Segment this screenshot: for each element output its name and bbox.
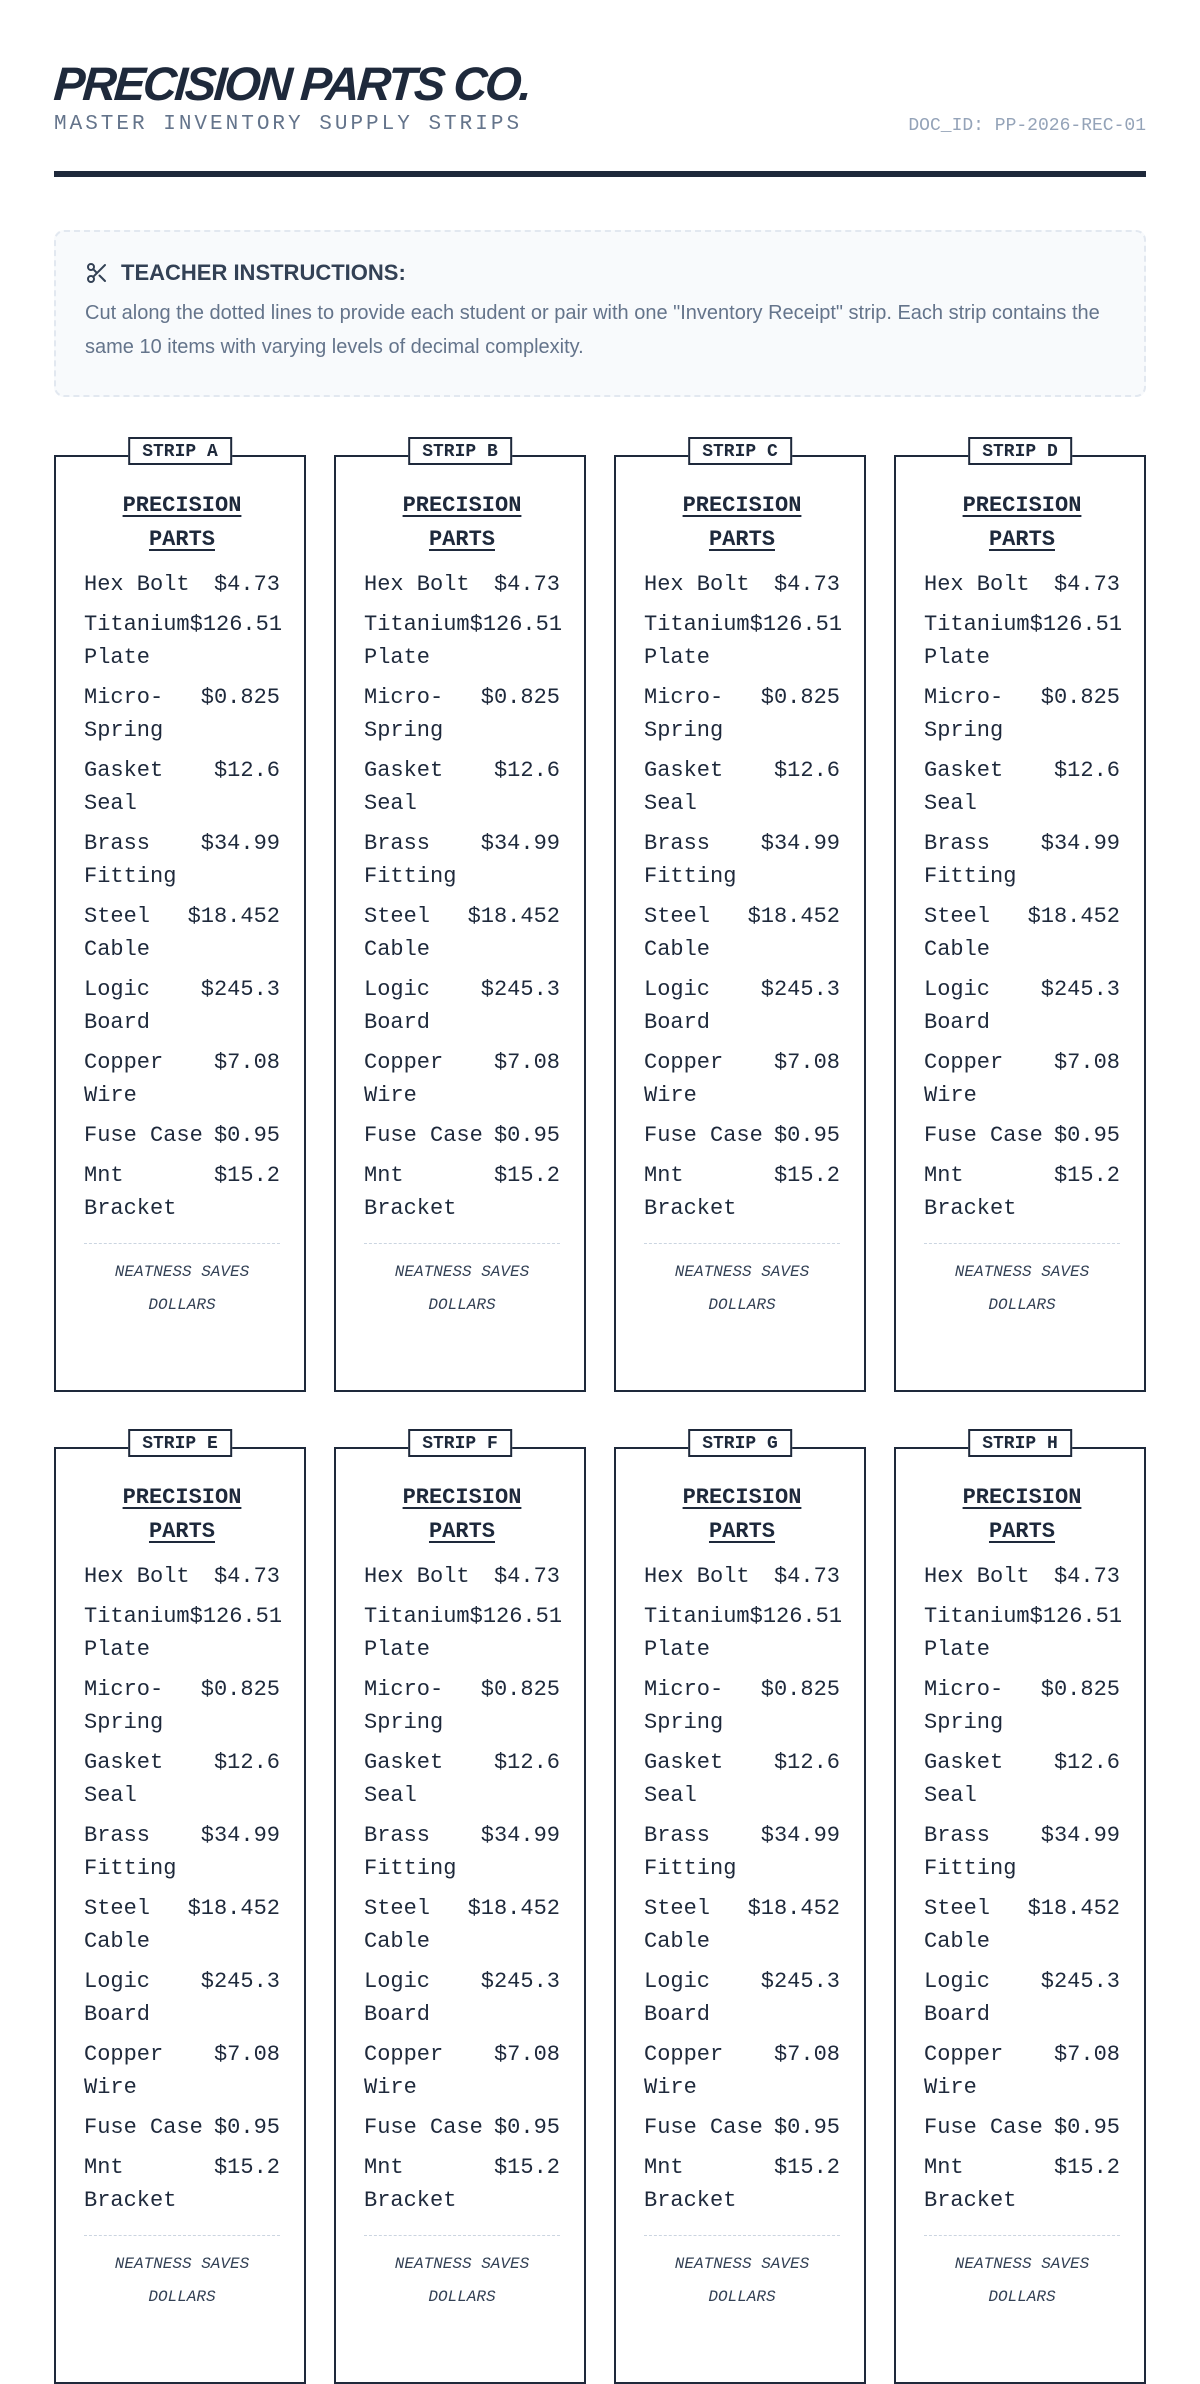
strip-label: STRIP B	[408, 437, 512, 465]
item-name: Gasket Seal	[364, 1750, 444, 1808]
item-name: Gasket Seal	[924, 758, 1004, 816]
list-item	[644, 754, 840, 820]
item-name: Titanium Plate	[644, 612, 750, 670]
strip-label: STRIP D	[968, 437, 1072, 465]
item-price: $15.2	[493, 1163, 560, 1188]
item-name: Hex Bolt	[364, 1564, 470, 1589]
list-item	[924, 568, 1120, 601]
item-price: $34.99	[480, 1823, 560, 1848]
list-item	[84, 1600, 283, 1666]
item-name: Fuse Case	[924, 2115, 1043, 2140]
item-price: $0.825	[760, 1677, 840, 1702]
list-item	[84, 754, 280, 820]
list-item	[364, 2038, 560, 2104]
item-price: $12.6	[1053, 758, 1120, 783]
item-name: Hex Bolt	[644, 1564, 750, 1589]
item-name: Titanium Plate	[364, 612, 470, 670]
item-price: $18.452	[467, 1896, 560, 1921]
item-name: Mnt Bracket	[364, 2155, 457, 2213]
item-price: $0.825	[480, 1677, 560, 1702]
list-item	[364, 2111, 560, 2144]
item-name: Brass Fitting	[644, 831, 737, 889]
item-price: $245.3	[480, 977, 560, 1002]
item-price: $4.73	[493, 1564, 560, 1589]
list-item	[644, 1600, 843, 1666]
list-item	[644, 1965, 840, 2031]
list-item	[644, 1819, 840, 1885]
header-divider	[54, 171, 1146, 177]
instructions-heading: TEACHER INSTRUCTIONS:	[121, 260, 406, 285]
item-name: Brass Fitting	[924, 1823, 1017, 1881]
list-item	[364, 1673, 560, 1739]
teacher-instructions-box	[54, 230, 1146, 397]
item-name: Hex Bolt	[644, 572, 750, 597]
item-name: Titanium Plate	[644, 1604, 750, 1662]
item-name: Mnt Bracket	[644, 2155, 737, 2213]
item-price: $15.2	[1053, 2155, 1120, 2180]
item-list	[644, 568, 843, 1225]
item-price: $0.95	[213, 2115, 280, 2140]
item-name: Logic Board	[364, 977, 431, 1035]
list-item	[644, 900, 840, 966]
list-item	[644, 1159, 840, 1225]
item-name: Copper Wire	[364, 1050, 444, 1108]
item-price: $15.2	[493, 2155, 560, 2180]
item-name: Mnt Bracket	[924, 1163, 1017, 1221]
item-price: $7.08	[773, 2042, 840, 2067]
list-item	[644, 973, 840, 1039]
item-name: Gasket Seal	[644, 758, 724, 816]
item-name: Copper Wire	[924, 1050, 1004, 1108]
item-list	[644, 1560, 843, 2217]
item-list	[924, 1560, 1123, 2217]
item-name: Steel Cable	[924, 1896, 991, 1954]
item-name: Mnt Bracket	[644, 1163, 737, 1221]
list-item	[644, 2111, 840, 2144]
item-name: Logic Board	[84, 1969, 151, 2027]
item-name: Logic Board	[364, 1969, 431, 2027]
list-item	[84, 2151, 280, 2217]
list-item	[84, 1746, 280, 1812]
item-name: Brass Fitting	[364, 1823, 457, 1881]
item-name: Copper Wire	[644, 1050, 724, 1108]
scissors-icon	[85, 261, 109, 285]
item-price: $0.825	[200, 1677, 280, 1702]
item-name: Titanium Plate	[924, 1604, 1030, 1662]
item-name: Gasket Seal	[364, 758, 444, 816]
list-item	[364, 900, 560, 966]
item-name: Brass Fitting	[364, 831, 457, 889]
item-name: Fuse Case	[364, 2115, 483, 2140]
item-price: $245.3	[200, 1969, 280, 1994]
item-name: Micro-Spring	[364, 1677, 444, 1735]
receipt-strip	[334, 442, 586, 1392]
item-name: Micro-Spring	[924, 685, 1004, 743]
strip-title: PRECISION PARTS	[122, 1485, 242, 1544]
item-name: Micro-Spring	[644, 1677, 724, 1735]
list-item	[364, 681, 560, 747]
item-name: Micro-Spring	[924, 1677, 1004, 1735]
list-item	[84, 568, 280, 601]
item-price: $12.6	[1053, 1750, 1120, 1775]
item-name: Gasket Seal	[924, 1750, 1004, 1808]
list-item	[84, 681, 280, 747]
instructions-text: Cut along the dotted lines to provide each student or pair with one "Inventory Receipt" strip. Each strip contains the same 10 items with varying levels of decimal complexity.	[85, 302, 1100, 358]
strip-footer: NEATNESS SAVES DOLLARS	[84, 1243, 280, 1322]
item-price: $245.3	[1040, 977, 1120, 1002]
item-price: $12.6	[213, 1750, 280, 1775]
list-item	[364, 2151, 560, 2217]
item-name: Steel Cable	[364, 1896, 431, 1954]
item-price: $7.08	[493, 1050, 560, 1075]
list-item	[84, 1119, 280, 1152]
doc-id: DOC_ID: PP-2026-REC-01	[908, 116, 1146, 136]
strip-title: PRECISION PARTS	[402, 1485, 522, 1544]
list-item	[364, 1965, 560, 2031]
item-price: $7.08	[213, 1050, 280, 1075]
list-item	[644, 1892, 840, 1958]
item-price: $126.51	[469, 612, 563, 637]
brand-title: PRECISION PARTS CO.	[52, 57, 532, 110]
list-item	[84, 1965, 280, 2031]
item-list	[924, 568, 1123, 1225]
item-name: Mnt Bracket	[924, 2155, 1017, 2213]
item-name: Fuse Case	[84, 1123, 203, 1148]
item-name: Logic Board	[924, 1969, 991, 2027]
list-item	[924, 1892, 1120, 1958]
item-price: $7.08	[773, 1050, 840, 1075]
list-item	[84, 2038, 280, 2104]
list-item	[644, 1119, 840, 1152]
strip-footer: NEATNESS SAVES DOLLARS	[84, 2235, 280, 2314]
item-price: $0.825	[760, 685, 840, 710]
item-price: $34.99	[760, 1823, 840, 1848]
subtitle-row	[54, 112, 1146, 138]
list-item	[924, 1046, 1120, 1112]
item-price: $126.51	[189, 612, 283, 637]
item-name: Mnt Bracket	[84, 2155, 177, 2213]
item-price: $4.73	[1053, 572, 1120, 597]
strip-label: STRIP F	[408, 1429, 512, 1457]
receipt-strip	[54, 1434, 306, 2384]
item-price: $245.3	[760, 1969, 840, 1994]
list-item	[84, 900, 280, 966]
receipt-strip	[614, 442, 866, 1392]
list-item	[924, 681, 1120, 747]
item-name: Mnt Bracket	[84, 1163, 177, 1221]
list-item	[84, 1819, 280, 1885]
list-item	[364, 568, 560, 601]
strip-title: PRECISION PARTS	[962, 1485, 1082, 1544]
list-item	[84, 827, 280, 893]
item-name: Copper Wire	[84, 1050, 164, 1108]
item-price: $34.99	[200, 831, 280, 856]
receipt-strip	[54, 442, 306, 1392]
list-item	[924, 1965, 1120, 2031]
list-item	[364, 1046, 560, 1112]
item-name: Brass Fitting	[84, 1823, 177, 1881]
list-item	[84, 1673, 280, 1739]
list-item	[364, 1819, 560, 1885]
list-item	[364, 754, 560, 820]
strip-title: PRECISION PARTS	[682, 493, 802, 552]
item-name: Titanium Plate	[364, 1604, 470, 1662]
strip-label: STRIP H	[968, 1429, 1072, 1457]
item-name: Copper Wire	[84, 2042, 164, 2100]
item-list	[364, 568, 563, 1225]
item-price: $34.99	[480, 831, 560, 856]
item-name: Steel Cable	[644, 904, 711, 962]
item-name: Steel Cable	[84, 904, 151, 962]
item-price: $18.452	[467, 904, 560, 929]
strip-label: STRIP G	[688, 1429, 792, 1457]
item-price: $245.3	[1040, 1969, 1120, 1994]
list-item	[644, 568, 840, 601]
strip-footer: NEATNESS SAVES DOLLARS	[924, 1243, 1120, 1322]
item-price: $4.73	[213, 572, 280, 597]
item-name: Steel Cable	[924, 904, 991, 962]
item-name: Fuse Case	[644, 1123, 763, 1148]
list-item	[364, 827, 560, 893]
item-price: $15.2	[213, 1163, 280, 1188]
item-price: $18.452	[187, 904, 280, 929]
item-price: $0.95	[773, 2115, 840, 2140]
list-item	[924, 1600, 1123, 1666]
item-list	[84, 568, 283, 1225]
item-name: Mnt Bracket	[364, 1163, 457, 1221]
list-item	[924, 1560, 1120, 1593]
strip-footer: NEATNESS SAVES DOLLARS	[364, 2235, 560, 2314]
item-name: Hex Bolt	[364, 572, 470, 597]
list-item	[364, 973, 560, 1039]
list-item	[924, 1159, 1120, 1225]
list-item	[924, 827, 1120, 893]
item-price: $4.73	[773, 572, 840, 597]
list-item	[364, 1600, 563, 1666]
item-price: $4.73	[493, 572, 560, 597]
item-name: Hex Bolt	[84, 1564, 190, 1589]
item-price: $0.95	[1053, 2115, 1120, 2140]
item-price: $0.95	[1053, 1123, 1120, 1148]
item-price: $7.08	[213, 2042, 280, 2067]
list-item	[644, 1746, 840, 1812]
item-name: Titanium Plate	[84, 612, 190, 670]
item-name: Steel Cable	[364, 904, 431, 962]
item-price: $12.6	[773, 758, 840, 783]
list-item	[84, 2111, 280, 2144]
item-price: $12.6	[213, 758, 280, 783]
list-item	[924, 2111, 1120, 2144]
item-name: Micro-Spring	[84, 685, 164, 743]
item-name: Titanium Plate	[84, 1604, 190, 1662]
list-item	[644, 1673, 840, 1739]
item-price: $18.452	[1027, 1896, 1120, 1921]
list-item	[924, 1119, 1120, 1152]
item-price: $7.08	[1053, 1050, 1120, 1075]
list-item	[644, 827, 840, 893]
item-name: Logic Board	[644, 1969, 711, 2027]
receipt-strip	[894, 442, 1146, 1392]
item-price: $34.99	[760, 831, 840, 856]
list-item	[924, 2151, 1120, 2217]
item-price: $34.99	[200, 1823, 280, 1848]
list-item	[924, 973, 1120, 1039]
list-item	[644, 608, 843, 674]
item-price: $0.95	[493, 1123, 560, 1148]
strip-footer: NEATNESS SAVES DOLLARS	[644, 1243, 840, 1322]
list-item	[84, 1046, 280, 1112]
list-item	[84, 973, 280, 1039]
item-price: $245.3	[760, 977, 840, 1002]
strip-label: STRIP C	[688, 437, 792, 465]
item-price: $245.3	[200, 977, 280, 1002]
strip-footer: NEATNESS SAVES DOLLARS	[924, 2235, 1120, 2314]
list-item	[84, 1892, 280, 1958]
item-price: $7.08	[493, 2042, 560, 2067]
item-price: $245.3	[480, 1969, 560, 1994]
item-name: Fuse Case	[644, 2115, 763, 2140]
item-price: $126.51	[189, 1604, 283, 1629]
list-item	[84, 1560, 280, 1593]
item-name: Gasket Seal	[644, 1750, 724, 1808]
item-price: $0.825	[1040, 1677, 1120, 1702]
item-price: $0.95	[213, 1123, 280, 1148]
item-name: Micro-Spring	[84, 1677, 164, 1735]
item-price: $0.95	[493, 2115, 560, 2140]
item-price: $15.2	[773, 2155, 840, 2180]
item-name: Logic Board	[84, 977, 151, 1035]
item-price: $34.99	[1040, 831, 1120, 856]
item-price: $126.51	[1029, 1604, 1123, 1629]
strip-title: PRECISION PARTS	[402, 493, 522, 552]
list-item	[644, 1560, 840, 1593]
list-item	[644, 2151, 840, 2217]
list-item	[84, 608, 283, 674]
strip-footer: NEATNESS SAVES DOLLARS	[364, 1243, 560, 1322]
item-price: $4.73	[213, 1564, 280, 1589]
strip-grid	[54, 442, 1146, 2384]
strip-title: PRECISION PARTS	[122, 493, 242, 552]
item-price: $12.6	[773, 1750, 840, 1775]
item-price: $15.2	[1053, 1163, 1120, 1188]
item-price: $0.825	[1040, 685, 1120, 710]
list-item	[364, 1560, 560, 1593]
strip-title: PRECISION PARTS	[682, 1485, 802, 1544]
item-price: $18.452	[187, 1896, 280, 1921]
list-item	[364, 1119, 560, 1152]
item-price: $18.452	[747, 904, 840, 929]
list-item	[364, 1746, 560, 1812]
page-header	[54, 0, 1146, 397]
item-name: Gasket Seal	[84, 758, 164, 816]
item-name: Logic Board	[644, 977, 711, 1035]
list-item	[924, 2038, 1120, 2104]
strip-label: STRIP A	[128, 437, 232, 465]
list-item	[924, 754, 1120, 820]
item-name: Copper Wire	[924, 2042, 1004, 2100]
receipt-strip	[614, 1434, 866, 2384]
item-price: $0.825	[200, 685, 280, 710]
list-item	[364, 1892, 560, 1958]
list-item	[924, 900, 1120, 966]
item-list	[84, 1560, 283, 2217]
list-item	[84, 1159, 280, 1225]
item-price: $126.51	[749, 612, 843, 637]
receipt-strip	[894, 1434, 1146, 2384]
item-name: Steel Cable	[84, 1896, 151, 1954]
item-name: Fuse Case	[84, 2115, 203, 2140]
strip-title: PRECISION PARTS	[962, 493, 1082, 552]
list-item	[644, 681, 840, 747]
list-item	[644, 2038, 840, 2104]
receipt-strip	[334, 1434, 586, 2384]
item-price: $0.825	[480, 685, 560, 710]
item-price: $4.73	[773, 1564, 840, 1589]
item-name: Fuse Case	[364, 1123, 483, 1148]
item-price: $7.08	[1053, 2042, 1120, 2067]
list-item	[924, 608, 1123, 674]
item-price: $12.6	[493, 758, 560, 783]
item-name: Steel Cable	[644, 1896, 711, 1954]
item-price: $15.2	[213, 2155, 280, 2180]
page-subtitle: MASTER INVENTORY SUPPLY STRIPS	[54, 113, 523, 136]
item-name: Copper Wire	[364, 2042, 444, 2100]
item-name: Micro-Spring	[364, 685, 444, 743]
list-item	[364, 608, 563, 674]
item-price: $15.2	[773, 1163, 840, 1188]
list-item	[924, 1673, 1120, 1739]
item-price: $126.51	[1029, 612, 1123, 637]
list-item	[644, 1046, 840, 1112]
item-name: Logic Board	[924, 977, 991, 1035]
list-item	[924, 1819, 1120, 1885]
item-name: Hex Bolt	[84, 572, 190, 597]
item-name: Micro-Spring	[644, 685, 724, 743]
list-item	[364, 1159, 560, 1225]
item-name: Gasket Seal	[84, 1750, 164, 1808]
strip-label: STRIP E	[128, 1429, 232, 1457]
list-item	[924, 1746, 1120, 1812]
item-price: $18.452	[1027, 904, 1120, 929]
item-name: Fuse Case	[924, 1123, 1043, 1148]
item-name: Titanium Plate	[924, 612, 1030, 670]
instructions-heading-row	[85, 260, 1116, 286]
item-name: Copper Wire	[644, 2042, 724, 2100]
item-price: $0.95	[773, 1123, 840, 1148]
strip-footer: NEATNESS SAVES DOLLARS	[644, 2235, 840, 2314]
item-name: Hex Bolt	[924, 1564, 1030, 1589]
item-price: $126.51	[469, 1604, 563, 1629]
item-price: $12.6	[493, 1750, 560, 1775]
item-list	[364, 1560, 563, 2217]
item-name: Hex Bolt	[924, 572, 1030, 597]
item-price: $34.99	[1040, 1823, 1120, 1848]
item-price: $4.73	[1053, 1564, 1120, 1589]
item-price: $126.51	[749, 1604, 843, 1629]
item-price: $18.452	[747, 1896, 840, 1921]
item-name: Brass Fitting	[924, 831, 1017, 889]
item-name: Brass Fitting	[84, 831, 177, 889]
item-name: Brass Fitting	[644, 1823, 737, 1881]
